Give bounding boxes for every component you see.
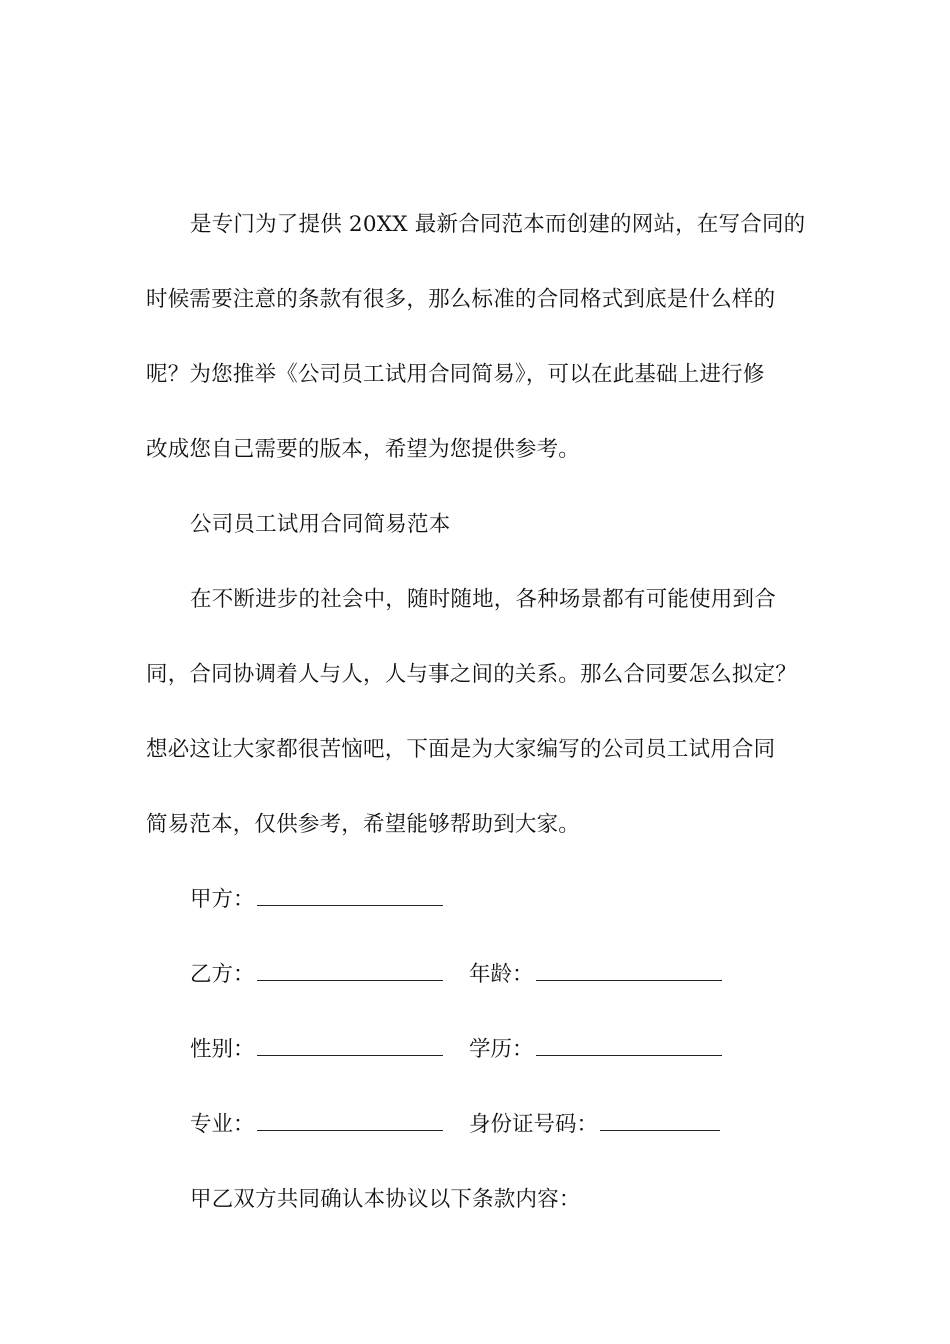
body-line-4: 简易范本，仅供参考，希望能够帮助到大家。 <box>146 812 581 837</box>
id-number-blank[interactable] <box>600 1112 720 1131</box>
document-title: 公司员工试用合同简易范本 <box>190 512 451 537</box>
party-b-label: 乙方： <box>190 962 255 987</box>
gender-label: 性别： <box>190 1037 255 1062</box>
confirm-statement: 甲乙双方共同确认本协议以下条款内容： <box>190 1187 581 1212</box>
intro-line-1: 是专门为了提供 20XX 最新合同范本而创建的网站，在写合同的 <box>190 212 806 237</box>
gender-blank[interactable] <box>257 1037 443 1056</box>
body-line-3: 想必这让大家都很苦恼吧，下面是为大家编写的公司员工试用合同 <box>146 737 776 762</box>
intro-line-3: 呢？为您推举《公司员工试用合同简易》，可以在此基础上进行修 <box>146 362 765 387</box>
education-field <box>469 1035 722 1065</box>
party-a-blank[interactable] <box>257 887 443 906</box>
body-line-1: 在不断进步的社会中，随时随地，各种场景都有可能使用到合 <box>190 587 776 612</box>
body-line-2: 同，合同协调着人与人，人与事之间的关系。那么合同要怎么拟定？ <box>146 662 798 687</box>
age-blank[interactable] <box>536 962 722 981</box>
party-a-field <box>190 885 443 915</box>
education-blank[interactable] <box>536 1037 722 1056</box>
party-b-field <box>190 960 443 990</box>
age-label: 年龄： <box>469 962 534 987</box>
id-number-label: 身份证号码： <box>469 1112 599 1137</box>
party-a-label: 甲方： <box>190 887 255 912</box>
id-number-field <box>469 1110 720 1140</box>
education-label: 学历： <box>469 1037 534 1062</box>
intro-line-4: 改成您自己需要的版本，希望为您提供参考。 <box>146 437 581 462</box>
major-blank[interactable] <box>257 1112 443 1131</box>
age-field <box>469 960 722 990</box>
major-field <box>190 1110 443 1140</box>
party-b-blank[interactable] <box>257 962 443 981</box>
intro-line-2: 时候需要注意的条款有很多，那么标准的合同格式到底是什么样的 <box>146 287 776 312</box>
gender-field <box>190 1035 443 1065</box>
major-label: 专业： <box>190 1112 255 1137</box>
